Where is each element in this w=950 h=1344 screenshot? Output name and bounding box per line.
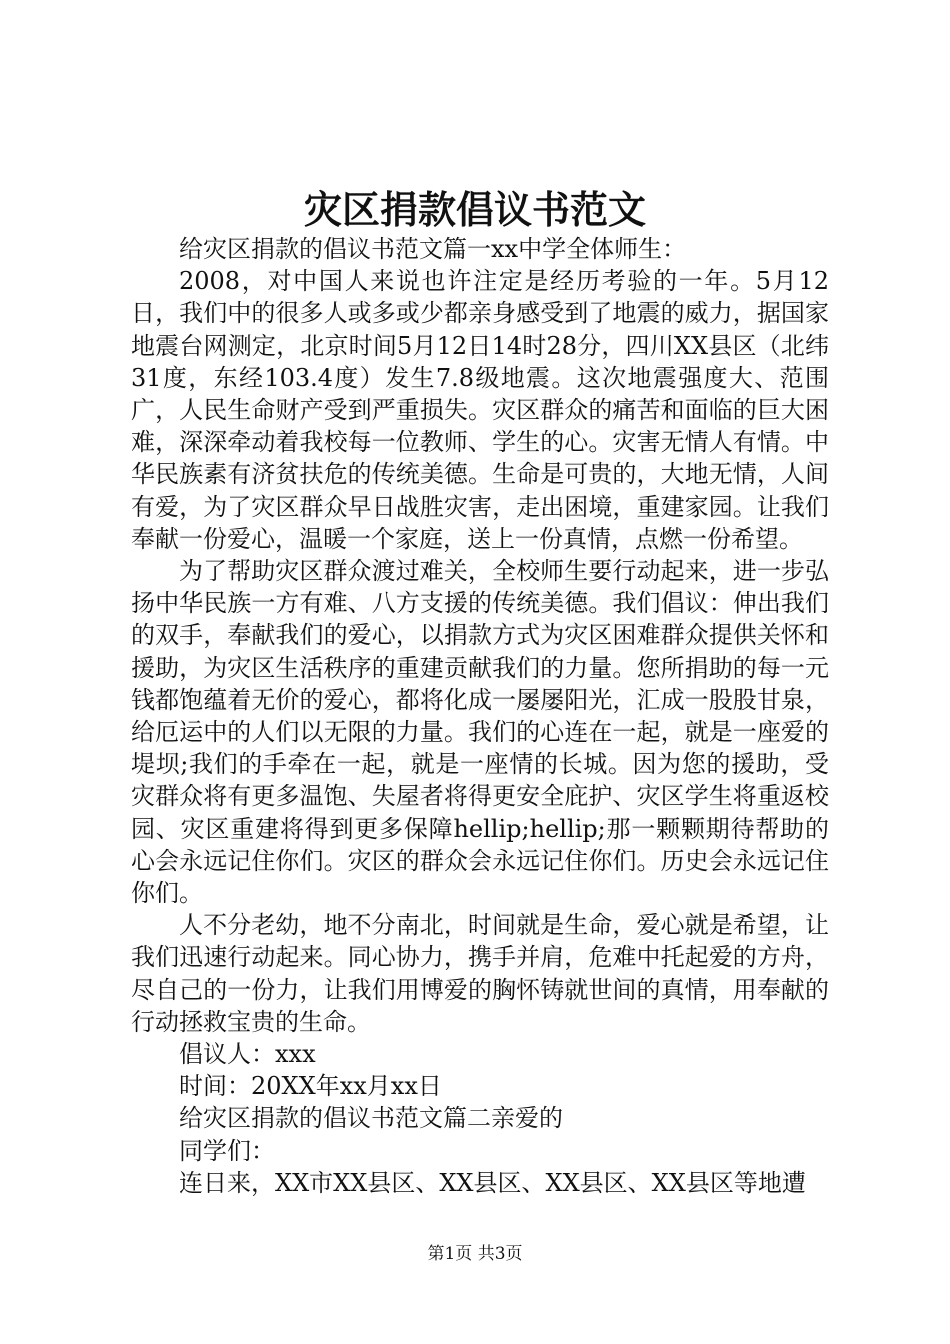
date-line: 时间：20XX年xx月xx日 xyxy=(179,1072,442,1101)
document-body xyxy=(131,233,829,1199)
paragraph-intro: 给灾区捐款的倡议书范文篇一xx中学全体师生： xyxy=(179,235,687,263)
signatory-line: 倡议人：xxx xyxy=(179,1040,316,1069)
paragraph-earthquake: 2008，对中国人来说也许注定是经历考验的一年。5月12日，我们中的很多人或多或少都亲身感受到了地震的威力，据国家地震台网测定，北京时间5月12日14时28分，四川XX县区（北纬31度，东经103.4度）发生7.8级地震。这次地震强度大、范围广，人民生命财产受到严重损失。灾区群众的痛苦和面临的巨大困难，深深牵动着我校每一位教师、学生的心。灾害无情人有情。中华民族素有济贫扶危的传统美德。生命是可贵的，大地无情，人间有爱，为了灾区群众早日战胜灾害，走出困境，重建家园。让我们奉献一份爱心，温暖一个家庭，送上一份真情，点燃一份希望。 xyxy=(131,267,829,553)
salutation-line: 同学们： xyxy=(179,1136,275,1165)
page-footer: 第1页 共3页 xyxy=(427,1244,523,1264)
paragraph-section-two-start: 连日来，XX市XX县区、XX县区、XX县区、XX县区等地遭 xyxy=(179,1168,806,1197)
document-title: 灾区捐款倡议书范文 xyxy=(303,187,646,232)
paragraph-call-to-action: 人不分老幼，地不分南北，时间就是生命，爱心就是希望，让我们迅速行动起来。同心协力，携手并肩，危难中托起爱的方舟，尽自己的一份力，让我们用博爱的胸怀铸就世间的真情，用奉献的行动拯救宝贵的生命。 xyxy=(131,911,829,1036)
paragraph-appeal: 为了帮助灾区群众渡过难关，全校师生要行动起来，进一步弘扬中华民族一方有难、八方支援的传统美德。我们倡议：伸出我们的双手，奉献我们的爱心，以捐款方式为灾区困难群众提供关怀和援助，为灾区生活秩序的重建贡献我们的力量。您所捐助的每一元钱都饱蕴着无价的爱心，都将化成一屡屡阳光，汇成一股股甘泉，给厄运中的人们以无限的力量。我们的心连在一起，就是一座爱的堤坝;我们的手牵在一起，就是一座情的长城。因为您的援助，受灾群众将有更多温饱、失屋者将得更安全庇护、灾区学生将重返校园、灾区重建将得到更多保障hellip;hellip;那一颗颗期待帮助的心会永远记住你们。灾区的群众会永远记住你们。历史会永远记住你们。 xyxy=(131,557,829,908)
section-two-heading: 给灾区捐款的倡议书范文篇二亲爱的 xyxy=(179,1104,563,1133)
